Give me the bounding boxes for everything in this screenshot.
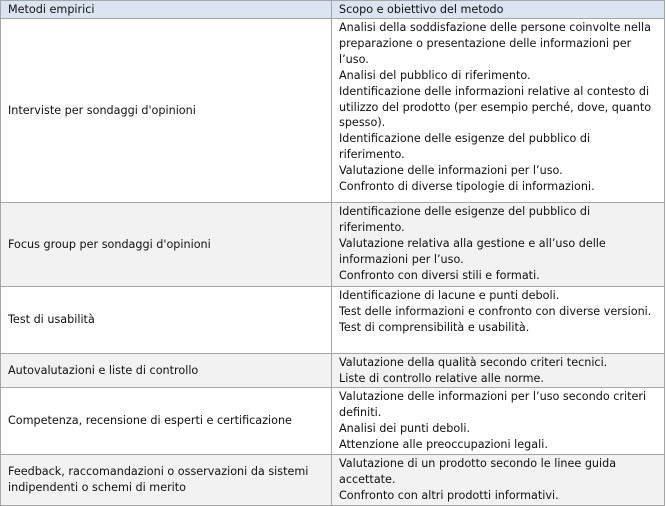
scope-item: Liste di controllo relative alle norme. <box>339 371 544 385</box>
scope-item: Attenzione alle preoccupazioni legali. <box>339 437 548 451</box>
scope-item: Test delle informazioni e confronto con diverse versioni. <box>339 304 652 318</box>
scope-item: Confronto di diverse tipologie di informazioni. <box>339 180 595 194</box>
scope-item: Valutazione delle informazioni per l’uso secondo criteri definiti. <box>339 390 647 419</box>
table-row <box>1 287 665 354</box>
scope-cell <box>332 203 665 287</box>
scope-item: Confronto con diversi stili e formati. <box>339 268 540 282</box>
method-cell: Feedback, raccomandazioni o osservazioni da sistemi indipendenti o schemi di merito <box>1 455 332 506</box>
method-cell: Interviste per sondaggi d'opinioni <box>1 19 332 203</box>
scope-cell <box>332 455 665 506</box>
method-cell: Competenza, recensione di esperti e certificazione <box>1 388 332 455</box>
scope-cell <box>332 388 665 455</box>
scope-item: Analisi della soddisfazione delle persone coinvolte nella preparazione o presentazione delle informazioni per l’uso. <box>339 21 651 66</box>
table-row <box>1 455 665 506</box>
header-scope: Scopo e obiettivo del metodo <box>332 1 665 19</box>
scope-item: Identificazione di lacune e punti deboli. <box>339 289 560 302</box>
header-row <box>1 1 665 19</box>
table-row <box>1 388 665 455</box>
scope-item: Identificazione delle esigenze del pubblico di riferimento. <box>339 205 591 234</box>
scope-item: Valutazione delle informazioni per l’uso. <box>339 164 563 178</box>
scope-item: Test di comprensibilità e usabilità. <box>339 320 530 334</box>
scope-cell <box>332 354 665 388</box>
scope-cell <box>332 19 665 203</box>
scope-item: Analisi dei punti deboli. <box>339 421 470 435</box>
scope-item: Confronto con altri prodotti informativi. <box>339 488 559 502</box>
method-cell: Autovalutazioni e liste di controllo <box>1 354 332 388</box>
scope-item: Analisi del pubblico di riferimento. <box>339 68 531 82</box>
scope-cell <box>332 287 665 354</box>
scope-item: Valutazione della qualità secondo criteri tecnici. <box>339 356 608 369</box>
method-cell: Test di usabilità <box>1 287 332 354</box>
method-cell: Focus group per sondaggi d'opinioni <box>1 203 332 287</box>
scope-item: Valutazione di un prodotto secondo le linee guida accettate. <box>339 457 617 486</box>
table-row <box>1 19 665 203</box>
scope-item: Valutazione relativa alla gestione e all’uso delle informazioni per l’uso. <box>339 236 606 266</box>
scope-item: Identificazione delle esigenze del pubblico di riferimento. <box>339 132 591 162</box>
table-row <box>1 203 665 287</box>
header-methods: Metodi empirici <box>1 1 332 19</box>
table-row <box>1 354 665 388</box>
scope-item: Identificazione delle informazioni relative al contesto di utilizzo del prodotto (per esempio perché, dove, quanto spesso). <box>339 84 652 130</box>
